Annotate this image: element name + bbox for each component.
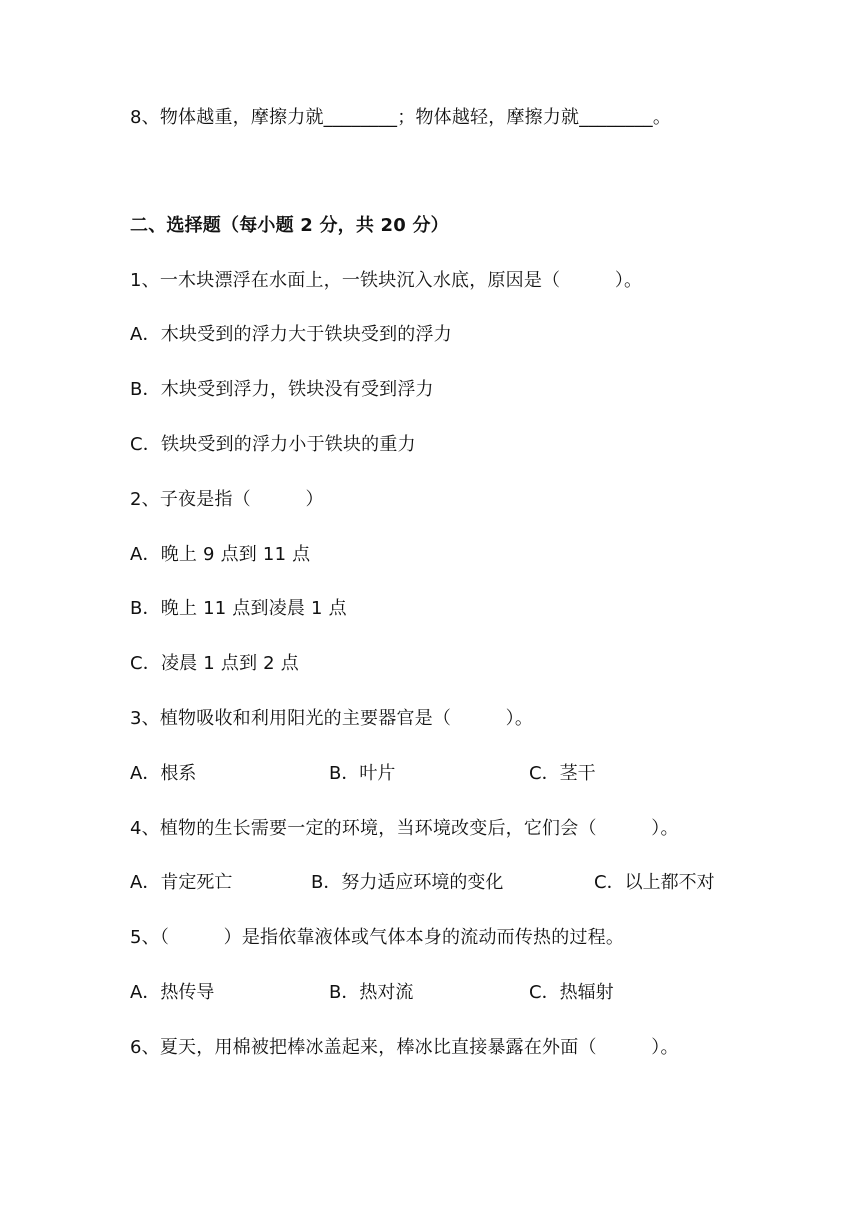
- question-option: C．凌晨 1 点到 2 点: [130, 653, 299, 674]
- question-option: B．晚上 11 点到凌晨 1 点: [130, 598, 347, 619]
- question-option: A．晚上 9 点到 11 点: [130, 544, 311, 565]
- question-stem: 2、子夜是指（ ）: [130, 489, 324, 510]
- question-stem: 4、植物的生长需要一定的环境，当环境改变后，它们会（ ）。: [130, 818, 679, 839]
- question-stem: 1、一木块漂浮在水面上，一铁块沉入水底，原因是（ ）。: [130, 270, 643, 291]
- question-option: C．以上都不对: [594, 872, 715, 893]
- question-option: A．肯定死亡: [130, 872, 233, 893]
- question-option: C．热辐射: [529, 982, 614, 1003]
- question-option: A．根系: [130, 763, 197, 784]
- question-option: B．热对流: [329, 982, 414, 1003]
- question-option: C．铁块受到的浮力小于铁块的重力: [130, 434, 416, 455]
- question-option: C．茎干: [529, 763, 596, 784]
- question-option: A．热传导: [130, 982, 215, 1003]
- question-stem: 5、（ ）是指依靠液体或气体本身的流动而传热的过程。: [130, 927, 625, 948]
- question-option: A．木块受到的浮力大于铁块受到的浮力: [130, 324, 452, 345]
- section-heading: 二、选择题（每小题 2 分，共 20 分）: [130, 215, 449, 236]
- question-option: B．努力适应环境的变化: [311, 872, 504, 893]
- question-option: B．木块受到浮力，铁块没有受到浮力: [130, 379, 434, 400]
- question-stem: 3、植物吸收和利用阳光的主要器官是（ ）。: [130, 708, 534, 729]
- question-stem: 6、夏天，用棉被把棒冰盖起来，棒冰比直接暴露在外面（ ）。: [130, 1037, 679, 1058]
- fill-question-8: 8、物体越重，摩擦力就________；物体越轻，摩擦力就________。: [130, 107, 672, 128]
- question-option: B．叶片: [329, 763, 396, 784]
